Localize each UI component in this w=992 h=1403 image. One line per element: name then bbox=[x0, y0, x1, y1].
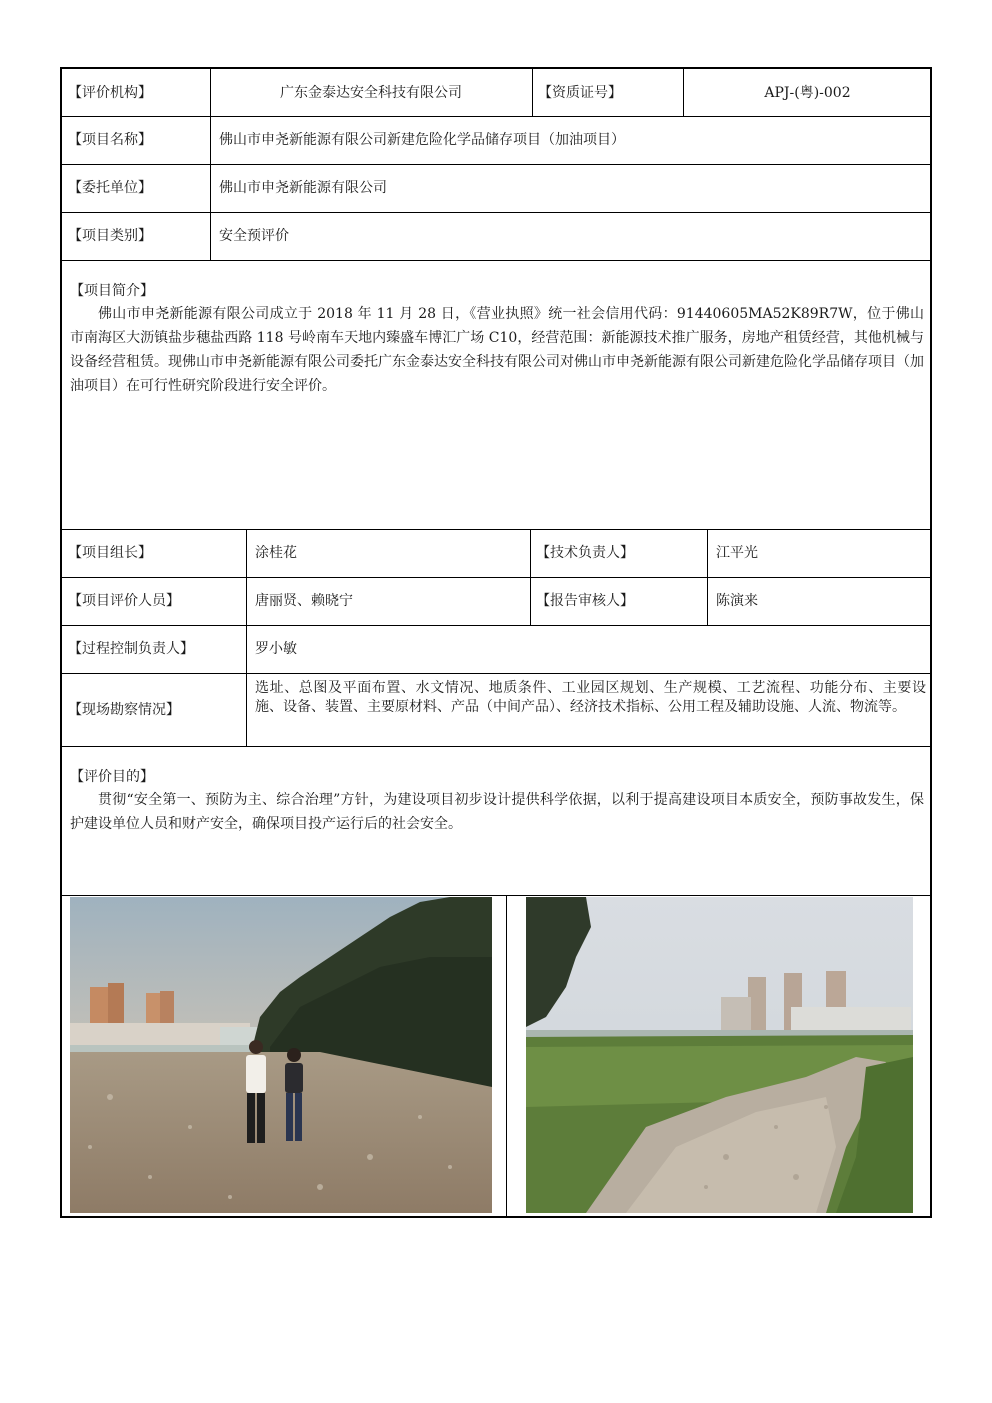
site-photo-field bbox=[526, 897, 913, 1213]
evaluators-value: 唐丽贤、赖晓宁 bbox=[255, 593, 353, 609]
cert-value: APJ-(粤)-002 bbox=[764, 84, 851, 101]
intro-label: 【项目简介】 bbox=[70, 283, 154, 299]
purpose-text: 贯彻“安全第一、预防为主、综合治理”方针，为建设项目初步设计提供科学依据，以利于提高建设项目本质安全，预防事故发生，保护建设单位人员和财产安全，确保项目投产运行后的社会安全。 bbox=[70, 792, 924, 832]
category-label: 【项目类别】 bbox=[68, 228, 152, 244]
leader-label: 【项目组长】 bbox=[68, 545, 152, 561]
evaluators-label: 【项目评价人员】 bbox=[68, 593, 180, 609]
project-name-value: 佛山市申尧新能源有限公司新建危险化学品储存项目（加油项目） bbox=[219, 132, 625, 148]
survey-value: 选址、总图及平面布置、水文情况、地质条件、工业园区规划、生产规模、工艺流程、功能分布、主要设施、设备、装置、主要原材料、产品（中间产品）、经济技术指标、公用工程及辅助设施、人流、物流等。 bbox=[255, 680, 926, 715]
reviewer-value: 陈演来 bbox=[716, 593, 758, 609]
process-control-label: 【过程控制负责人】 bbox=[68, 641, 194, 657]
tech-lead-value: 江平光 bbox=[716, 545, 758, 561]
evaluation-form bbox=[60, 67, 932, 1218]
org-value: 广东金泰达安全科技有限公司 bbox=[280, 84, 462, 101]
category-value: 安全预评价 bbox=[219, 228, 289, 244]
reviewer-label: 【报告审核人】 bbox=[536, 593, 634, 609]
row-divider bbox=[62, 895, 930, 896]
intro-text: 佛山市申尧新能源有限公司成立于 2018 年 11 月 28 日，《营业执照》统一社会信用代码：91440605MA52K89R7W，位于佛山市南海区大沥镇盐步穗盐西路 118 号岭南车天地内臻盛车博汇广场 C10，经营范围：新能源技术推广服务，房地产租赁经营，其他机械与设备经营租赁。现佛山市申尧新能源有限公司委托广东金泰达安全科技有限公司对佛山市申尧新能源有限公司新建危险化学品储存项目（加油项目）在可行性研究阶段进行安全评价。 bbox=[70, 306, 924, 394]
intro-section bbox=[62, 260, 932, 529]
tech-lead-label: 【技术负责人】 bbox=[536, 545, 634, 561]
project-name-label: 【项目名称】 bbox=[68, 132, 152, 148]
org-label: 【评价机构】 bbox=[68, 84, 152, 101]
col-divider bbox=[506, 895, 507, 1218]
purpose-label: 【评价目的】 bbox=[70, 769, 154, 785]
client-label: 【委托单位】 bbox=[68, 180, 152, 196]
client-value: 佛山市申尧新能源有限公司 bbox=[219, 180, 387, 196]
purpose-section bbox=[62, 746, 932, 895]
leader-value: 涂桂花 bbox=[255, 545, 297, 561]
site-photo-people bbox=[70, 897, 492, 1213]
cert-label: 【资质证号】 bbox=[538, 84, 622, 101]
process-control-value: 罗小敏 bbox=[255, 641, 297, 657]
survey-label: 【现场勘察情况】 bbox=[68, 701, 180, 718]
